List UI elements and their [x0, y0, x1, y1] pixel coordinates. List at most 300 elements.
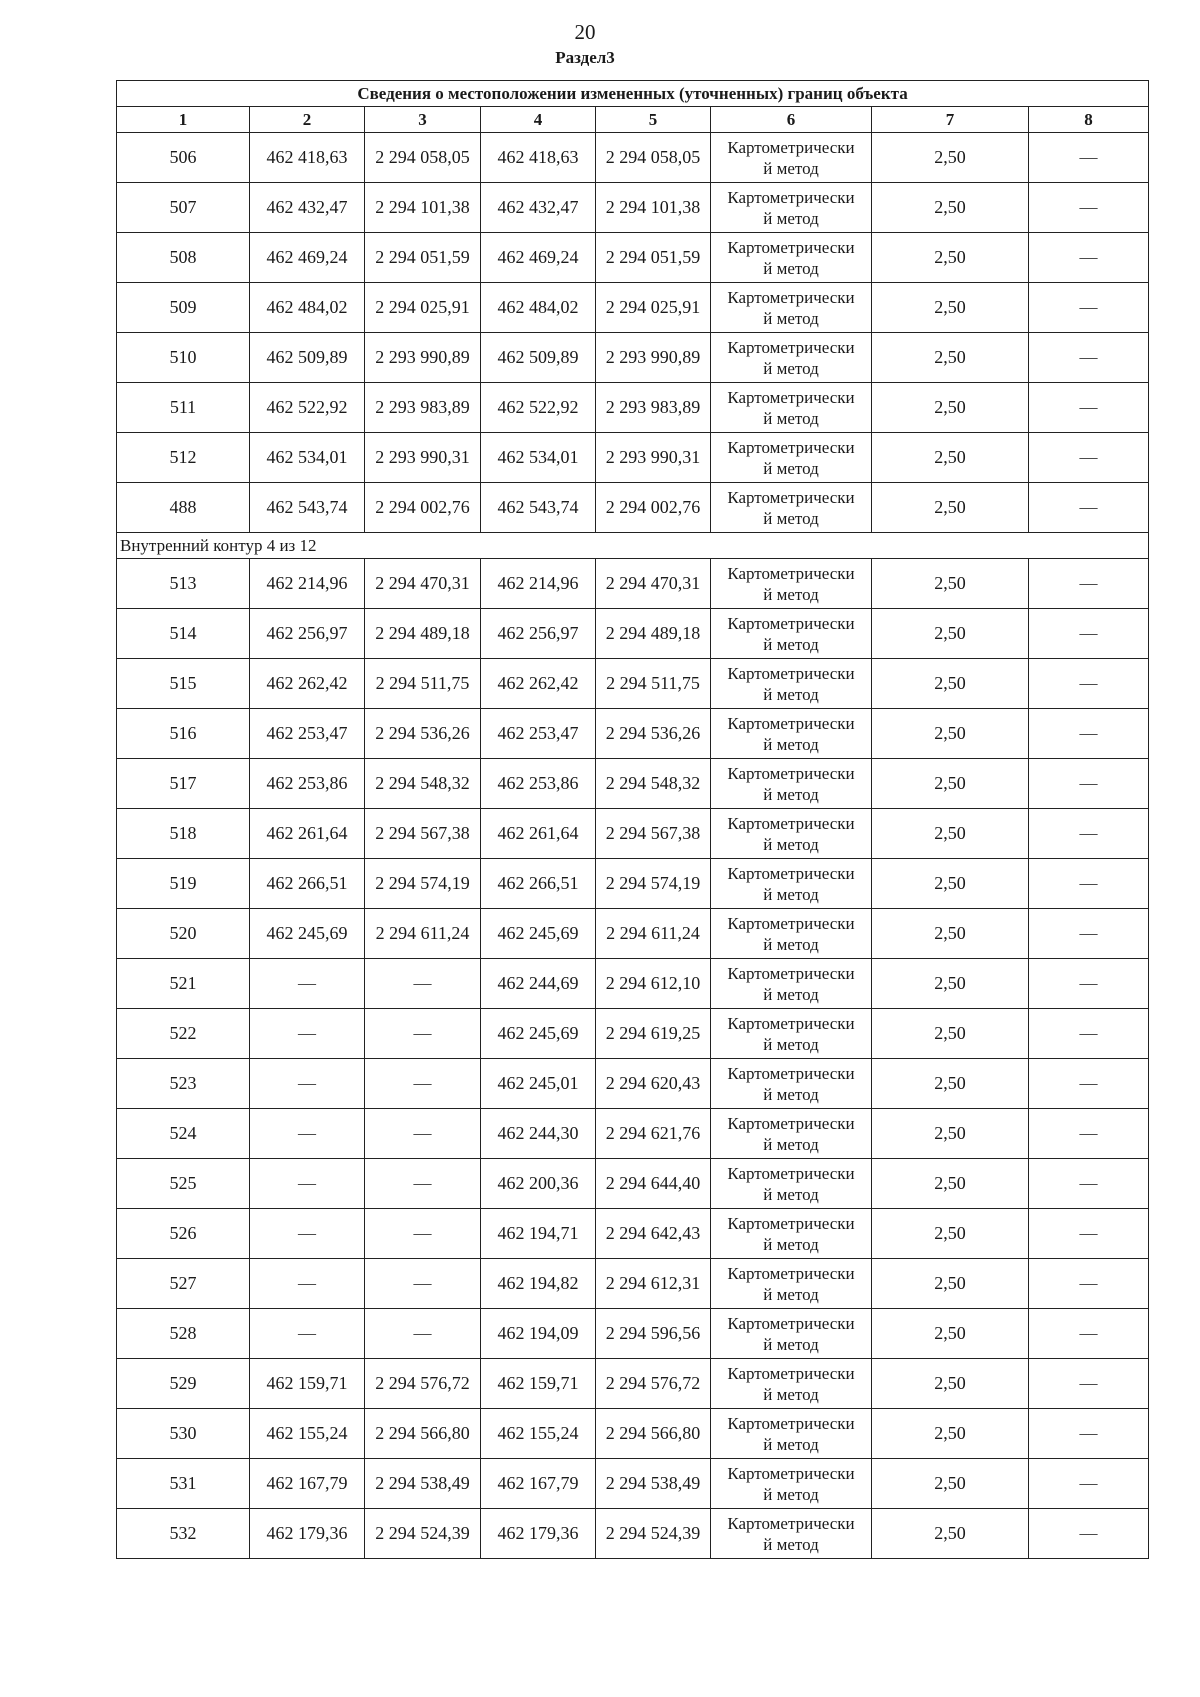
y-refined-cell: 2 294 612,31 [596, 1259, 711, 1309]
point-number-cell: 530 [117, 1409, 250, 1459]
note-cell: — [1029, 1359, 1149, 1409]
y-refined-cell: 2 294 538,49 [596, 1459, 711, 1509]
y-refined-cell: 2 294 058,05 [596, 133, 711, 183]
table-row [117, 859, 1149, 909]
y-existing-cell: 2 294 576,72 [365, 1359, 481, 1409]
point-number-cell: 518 [117, 809, 250, 859]
table-row [117, 183, 1149, 233]
y-refined-cell: 2 294 025,91 [596, 283, 711, 333]
method-line-1: Картометрически [727, 1313, 855, 1333]
precision-cell: 2,50 [872, 709, 1029, 759]
x-existing-cell: — [250, 1059, 365, 1109]
y-existing-cell: 2 294 538,49 [365, 1459, 481, 1509]
method-line-2: й метод [763, 1334, 819, 1354]
y-existing-cell: — [365, 1059, 481, 1109]
y-refined-cell: 2 294 511,75 [596, 659, 711, 709]
method-line-2: й метод [763, 1034, 819, 1054]
x-refined-cell: 462 522,92 [481, 383, 596, 433]
x-refined-cell: 462 509,89 [481, 333, 596, 383]
x-refined-cell: 462 214,96 [481, 559, 596, 609]
method-line-1: Картометрически [727, 1363, 855, 1383]
method-line-1: Картометрически [727, 1463, 855, 1483]
method-cell [711, 1359, 872, 1409]
method-cell [711, 1459, 872, 1509]
point-number-cell: 513 [117, 559, 250, 609]
method-line-1: Картометрически [727, 1513, 855, 1533]
x-refined-cell: 462 155,24 [481, 1409, 596, 1459]
precision-cell: 2,50 [872, 1109, 1029, 1159]
y-existing-cell: — [365, 1159, 481, 1209]
column-number: 2 [250, 107, 365, 133]
method-line-1: Картометрически [727, 863, 855, 883]
note-cell: — [1029, 183, 1149, 233]
method-line-1: Картометрически [727, 563, 855, 583]
note-cell: — [1029, 1159, 1149, 1209]
x-existing-cell: 462 509,89 [250, 333, 365, 383]
y-existing-cell: 2 294 524,39 [365, 1509, 481, 1559]
method-line-2: й метод [763, 1534, 819, 1554]
precision-cell: 2,50 [872, 1409, 1029, 1459]
precision-cell: 2,50 [872, 1459, 1029, 1509]
y-existing-cell: 2 294 101,38 [365, 183, 481, 233]
method-cell [711, 183, 872, 233]
precision-cell: 2,50 [872, 183, 1029, 233]
table-row [117, 1359, 1149, 1409]
note-cell: — [1029, 1459, 1149, 1509]
y-refined-cell: 2 293 983,89 [596, 383, 711, 433]
precision-cell: 2,50 [872, 483, 1029, 533]
method-cell [711, 1309, 872, 1359]
section-title: Раздел3 [555, 48, 615, 67]
x-refined-cell: 462 167,79 [481, 1459, 596, 1509]
method-cell [711, 433, 872, 483]
x-refined-cell: 462 266,51 [481, 859, 596, 909]
method-line-2: й метод [763, 408, 819, 428]
method-line-2: й метод [763, 208, 819, 228]
x-refined-cell: 462 194,82 [481, 1259, 596, 1309]
x-refined-cell: 462 244,69 [481, 959, 596, 1009]
y-existing-cell: 2 294 058,05 [365, 133, 481, 183]
x-refined-cell: 462 179,36 [481, 1509, 596, 1559]
y-existing-cell: 2 294 470,31 [365, 559, 481, 609]
method-line-1: Картометрически [727, 1263, 855, 1283]
table-row [117, 1009, 1149, 1059]
precision-cell: 2,50 [872, 283, 1029, 333]
method-line-2: й метод [763, 1134, 819, 1154]
point-number-cell: 521 [117, 959, 250, 1009]
x-refined-cell: 462 261,64 [481, 809, 596, 859]
note-cell: — [1029, 1059, 1149, 1109]
column-number: 3 [365, 107, 481, 133]
note-cell: — [1029, 759, 1149, 809]
method-cell [711, 1209, 872, 1259]
point-number-cell: 517 [117, 759, 250, 809]
y-refined-cell: 2 294 619,25 [596, 1009, 711, 1059]
column-number: 6 [711, 107, 872, 133]
precision-cell: 2,50 [872, 1359, 1029, 1409]
point-number-cell: 527 [117, 1259, 250, 1309]
x-existing-cell: — [250, 1259, 365, 1309]
note-cell: — [1029, 809, 1149, 859]
x-existing-cell: 462 418,63 [250, 133, 365, 183]
precision-cell: 2,50 [872, 133, 1029, 183]
point-number-cell: 524 [117, 1109, 250, 1159]
y-existing-cell: 2 293 983,89 [365, 383, 481, 433]
y-existing-cell: 2 294 566,80 [365, 1409, 481, 1459]
x-existing-cell: 462 261,64 [250, 809, 365, 859]
method-line-1: Картометрически [727, 963, 855, 983]
note-cell: — [1029, 233, 1149, 283]
table-row [117, 909, 1149, 959]
method-line-2: й метод [763, 734, 819, 754]
precision-cell: 2,50 [872, 433, 1029, 483]
method-line-2: й метод [763, 634, 819, 654]
contour-header-row [117, 533, 1149, 559]
column-number: 1 [117, 107, 250, 133]
precision-cell: 2,50 [872, 909, 1029, 959]
note-cell: — [1029, 559, 1149, 609]
x-refined-cell: 462 256,97 [481, 609, 596, 659]
precision-cell: 2,50 [872, 383, 1029, 433]
x-refined-cell: 462 159,71 [481, 1359, 596, 1409]
x-existing-cell: 462 262,42 [250, 659, 365, 709]
x-existing-cell: — [250, 1159, 365, 1209]
page-number: 20 [574, 20, 596, 44]
x-refined-cell: 462 432,47 [481, 183, 596, 233]
x-existing-cell: 462 266,51 [250, 859, 365, 909]
note-cell: — [1029, 1309, 1149, 1359]
point-number-cell: 510 [117, 333, 250, 383]
note-cell: — [1029, 483, 1149, 533]
method-cell [711, 483, 872, 533]
point-number-cell: 512 [117, 433, 250, 483]
table-row [117, 383, 1149, 433]
method-cell [711, 559, 872, 609]
table-row [117, 1059, 1149, 1109]
method-line-1: Картометрически [727, 613, 855, 633]
method-line-1: Картометрически [727, 1413, 855, 1433]
method-line-1: Картометрически [727, 287, 855, 307]
x-refined-cell: 462 484,02 [481, 283, 596, 333]
x-refined-cell: 462 253,86 [481, 759, 596, 809]
point-number-cell: 515 [117, 659, 250, 709]
note-cell: — [1029, 959, 1149, 1009]
method-line-2: й метод [763, 1234, 819, 1254]
method-line-1: Картометрически [727, 1063, 855, 1083]
point-number-cell: 506 [117, 133, 250, 183]
note-cell: — [1029, 1409, 1149, 1459]
point-number-cell: 523 [117, 1059, 250, 1109]
point-number-cell: 520 [117, 909, 250, 959]
method-line-2: й метод [763, 684, 819, 704]
point-number-cell: 519 [117, 859, 250, 909]
method-cell [711, 233, 872, 283]
table-row [117, 809, 1149, 859]
y-refined-cell: 2 294 489,18 [596, 609, 711, 659]
method-line-1: Картометрически [727, 1163, 855, 1183]
method-line-1: Картометрически [727, 237, 855, 257]
y-existing-cell: 2 294 025,91 [365, 283, 481, 333]
column-number: 4 [481, 107, 596, 133]
x-refined-cell: 462 194,71 [481, 1209, 596, 1259]
method-cell [711, 133, 872, 183]
contour-label: Внутренний контур 4 из 12 [117, 533, 1149, 559]
x-existing-cell: 462 253,86 [250, 759, 365, 809]
precision-cell: 2,50 [872, 759, 1029, 809]
method-cell [711, 809, 872, 859]
precision-cell: 2,50 [872, 659, 1029, 709]
method-line-1: Картометрически [727, 437, 855, 457]
method-line-2: й метод [763, 1434, 819, 1454]
table-row [117, 1109, 1149, 1159]
method-line-1: Картометрически [727, 713, 855, 733]
y-existing-cell: 2 294 548,32 [365, 759, 481, 809]
note-cell: — [1029, 709, 1149, 759]
x-existing-cell: — [250, 1009, 365, 1059]
precision-cell: 2,50 [872, 1509, 1029, 1559]
x-refined-cell: 462 245,69 [481, 1009, 596, 1059]
method-line-2: й метод [763, 1184, 819, 1204]
precision-cell: 2,50 [872, 959, 1029, 1009]
y-refined-cell: 2 294 051,59 [596, 233, 711, 283]
note-cell: — [1029, 1009, 1149, 1059]
y-refined-cell: 2 294 644,40 [596, 1159, 711, 1209]
y-existing-cell: — [365, 1109, 481, 1159]
point-number-cell: 531 [117, 1459, 250, 1509]
table-row [117, 1209, 1149, 1259]
method-line-2: й метод [763, 1484, 819, 1504]
method-cell [711, 383, 872, 433]
point-number-cell: 532 [117, 1509, 250, 1559]
method-cell [711, 909, 872, 959]
method-cell [711, 1109, 872, 1159]
y-existing-cell: 2 293 990,31 [365, 433, 481, 483]
note-cell: — [1029, 433, 1149, 483]
method-cell [711, 709, 872, 759]
y-refined-cell: 2 294 566,80 [596, 1409, 711, 1459]
note-cell: — [1029, 609, 1149, 659]
y-refined-cell: 2 294 567,38 [596, 809, 711, 859]
y-refined-cell: 2 293 990,31 [596, 433, 711, 483]
table-row [117, 1309, 1149, 1359]
method-line-2: й метод [763, 358, 819, 378]
x-existing-cell: 462 167,79 [250, 1459, 365, 1509]
method-cell [711, 1009, 872, 1059]
method-line-1: Картометрически [727, 913, 855, 933]
y-existing-cell: — [365, 1309, 481, 1359]
y-refined-cell: 2 293 990,89 [596, 333, 711, 383]
note-cell: — [1029, 383, 1149, 433]
y-refined-cell: 2 294 620,43 [596, 1059, 711, 1109]
precision-cell: 2,50 [872, 809, 1029, 859]
method-cell [711, 759, 872, 809]
y-refined-cell: 2 294 574,19 [596, 859, 711, 909]
point-number-cell: 525 [117, 1159, 250, 1209]
x-existing-cell: 462 469,24 [250, 233, 365, 283]
x-existing-cell: — [250, 959, 365, 1009]
method-line-1: Картометрически [727, 337, 855, 357]
precision-cell: 2,50 [872, 333, 1029, 383]
point-number-cell: 528 [117, 1309, 250, 1359]
y-refined-cell: 2 294 611,24 [596, 909, 711, 959]
note-cell: — [1029, 1509, 1149, 1559]
column-number: 7 [872, 107, 1029, 133]
y-existing-cell: 2 294 574,19 [365, 859, 481, 909]
boundary-coordinates-table [116, 80, 1149, 1559]
x-refined-cell: 462 200,36 [481, 1159, 596, 1209]
table-row [117, 333, 1149, 383]
point-number-cell: 488 [117, 483, 250, 533]
method-line-1: Картометрически [727, 387, 855, 407]
note-cell: — [1029, 1209, 1149, 1259]
method-line-2: й метод [763, 1384, 819, 1404]
table-body [117, 133, 1149, 1559]
method-line-2: й метод [763, 158, 819, 178]
y-existing-cell: 2 294 511,75 [365, 659, 481, 709]
method-cell [711, 333, 872, 383]
table-row [117, 1509, 1149, 1559]
x-existing-cell: 462 543,74 [250, 483, 365, 533]
table-row [117, 233, 1149, 283]
method-cell [711, 1059, 872, 1109]
column-number-row [117, 107, 1149, 133]
method-cell [711, 859, 872, 909]
method-cell [711, 1159, 872, 1209]
y-existing-cell: 2 293 990,89 [365, 333, 481, 383]
table-row [117, 609, 1149, 659]
method-cell [711, 659, 872, 709]
method-line-1: Картометрически [727, 813, 855, 833]
method-line-2: й метод [763, 984, 819, 1004]
method-cell [711, 1509, 872, 1559]
x-existing-cell: 462 256,97 [250, 609, 365, 659]
note-cell: — [1029, 283, 1149, 333]
y-refined-cell: 2 294 612,10 [596, 959, 711, 1009]
note-cell: — [1029, 333, 1149, 383]
x-existing-cell: 462 484,02 [250, 283, 365, 333]
x-existing-cell: 462 245,69 [250, 909, 365, 959]
x-refined-cell: 462 418,63 [481, 133, 596, 183]
x-refined-cell: 462 534,01 [481, 433, 596, 483]
y-refined-cell: 2 294 470,31 [596, 559, 711, 609]
method-line-2: й метод [763, 784, 819, 804]
note-cell: — [1029, 1259, 1149, 1309]
x-refined-cell: 462 245,01 [481, 1059, 596, 1109]
y-refined-cell: 2 294 621,76 [596, 1109, 711, 1159]
note-cell: — [1029, 659, 1149, 709]
table-row [117, 283, 1149, 333]
y-refined-cell: 2 294 576,72 [596, 1359, 711, 1409]
y-existing-cell: — [365, 959, 481, 1009]
precision-cell: 2,50 [872, 1309, 1029, 1359]
column-number: 8 [1029, 107, 1149, 133]
x-existing-cell: 462 179,36 [250, 1509, 365, 1559]
table-row [117, 759, 1149, 809]
method-line-1: Картометрически [727, 137, 855, 157]
method-line-1: Картометрически [727, 763, 855, 783]
point-number-cell: 507 [117, 183, 250, 233]
point-number-cell: 514 [117, 609, 250, 659]
table-row [117, 1409, 1149, 1459]
method-line-2: й метод [763, 308, 819, 328]
x-existing-cell: — [250, 1109, 365, 1159]
y-existing-cell: — [365, 1009, 481, 1059]
method-line-2: й метод [763, 458, 819, 478]
y-refined-cell: 2 294 524,39 [596, 1509, 711, 1559]
point-number-cell: 508 [117, 233, 250, 283]
note-cell: — [1029, 133, 1149, 183]
method-cell [711, 283, 872, 333]
y-refined-cell: 2 294 101,38 [596, 183, 711, 233]
precision-cell: 2,50 [872, 859, 1029, 909]
y-refined-cell: 2 294 536,26 [596, 709, 711, 759]
table-row [117, 1159, 1149, 1209]
y-existing-cell: — [365, 1259, 481, 1309]
column-number: 5 [596, 107, 711, 133]
note-cell: — [1029, 859, 1149, 909]
table-row [117, 709, 1149, 759]
x-refined-cell: 462 244,30 [481, 1109, 596, 1159]
y-existing-cell: 2 294 002,76 [365, 483, 481, 533]
table-row [117, 483, 1149, 533]
method-cell [711, 959, 872, 1009]
x-refined-cell: 462 262,42 [481, 659, 596, 709]
point-number-cell: 526 [117, 1209, 250, 1259]
precision-cell: 2,50 [872, 559, 1029, 609]
table-row [117, 1259, 1149, 1309]
y-existing-cell: 2 294 611,24 [365, 909, 481, 959]
method-line-2: й метод [763, 584, 819, 604]
y-existing-cell: 2 294 051,59 [365, 233, 481, 283]
y-refined-cell: 2 294 596,56 [596, 1309, 711, 1359]
table-row [117, 1459, 1149, 1509]
method-line-1: Картометрически [727, 663, 855, 683]
point-number-cell: 509 [117, 283, 250, 333]
y-refined-cell: 2 294 002,76 [596, 483, 711, 533]
method-cell [711, 609, 872, 659]
x-existing-cell: 462 522,92 [250, 383, 365, 433]
precision-cell: 2,50 [872, 609, 1029, 659]
x-refined-cell: 462 469,24 [481, 233, 596, 283]
x-refined-cell: 462 194,09 [481, 1309, 596, 1359]
x-existing-cell: 462 155,24 [250, 1409, 365, 1459]
note-cell: — [1029, 909, 1149, 959]
point-number-cell: 529 [117, 1359, 250, 1409]
precision-cell: 2,50 [872, 1059, 1029, 1109]
table-row [117, 959, 1149, 1009]
note-cell: — [1029, 1109, 1149, 1159]
y-existing-cell: — [365, 1209, 481, 1259]
x-existing-cell: 462 214,96 [250, 559, 365, 609]
y-existing-cell: 2 294 567,38 [365, 809, 481, 859]
method-cell [711, 1409, 872, 1459]
point-number-cell: 522 [117, 1009, 250, 1059]
precision-cell: 2,50 [872, 1209, 1029, 1259]
y-existing-cell: 2 294 489,18 [365, 609, 481, 659]
x-refined-cell: 462 543,74 [481, 483, 596, 533]
precision-cell: 2,50 [872, 1159, 1029, 1209]
method-line-1: Картометрически [727, 487, 855, 507]
y-refined-cell: 2 294 642,43 [596, 1209, 711, 1259]
table-row [117, 559, 1149, 609]
x-refined-cell: 462 253,47 [481, 709, 596, 759]
table-row [117, 433, 1149, 483]
method-line-2: й метод [763, 508, 819, 528]
method-line-2: й метод [763, 1084, 819, 1104]
precision-cell: 2,50 [872, 1259, 1029, 1309]
precision-cell: 2,50 [872, 233, 1029, 283]
x-existing-cell: 462 253,47 [250, 709, 365, 759]
